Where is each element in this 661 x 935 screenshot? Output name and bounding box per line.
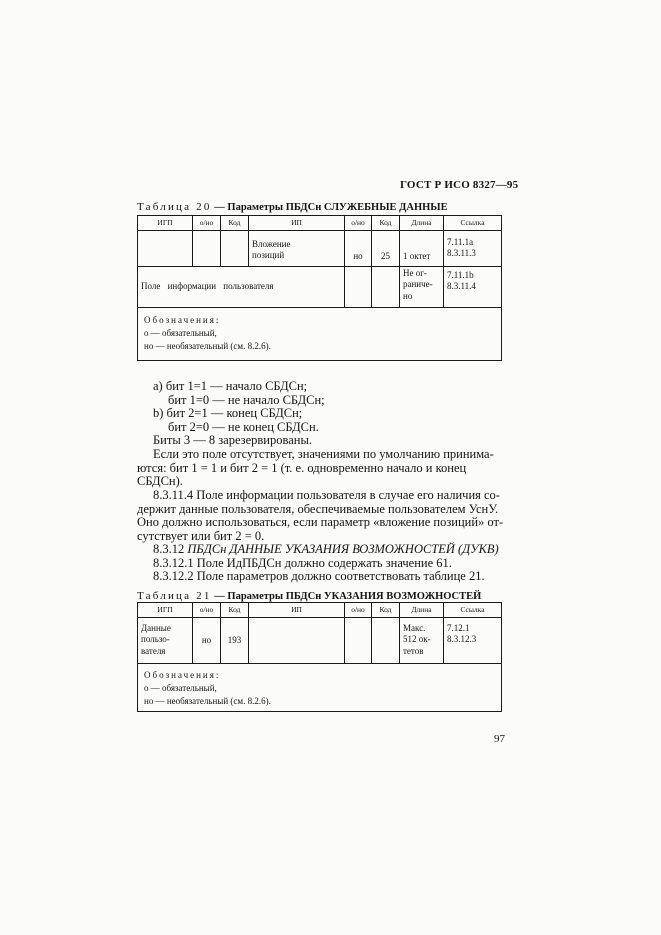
table20-col-ono: о/но xyxy=(193,216,221,231)
table21-igp-cell: Данные пользо- вателя xyxy=(138,618,193,664)
table21-col-ip: ИП xyxy=(249,603,345,618)
notes-title: Обозначения: xyxy=(144,315,221,325)
table20-col-length: Длина xyxy=(400,216,444,231)
table21-length-cell: Макс. 512 ок- тетов xyxy=(400,618,444,664)
table21-col-ref: Ссылка xyxy=(444,603,502,618)
table21 xyxy=(137,602,502,712)
table20-header-row xyxy=(138,216,502,231)
table20-notes-row: Обозначения: о — обязательный, но — необязательный (см. 8.2.6). xyxy=(138,308,502,361)
table21-notes-row: Обозначения: о — обязательный, но — необязательный (см. 8.2.6). xyxy=(138,664,502,712)
page-number: 97 xyxy=(494,733,505,745)
table21-col-code2: Код xyxy=(372,603,400,618)
table21-col-ono: о/но xyxy=(193,603,221,618)
table-row: Поле информации пользователя Не ог- раниче- но 7.11.1b 8.3.11.4 xyxy=(138,267,502,308)
table20-caption xyxy=(137,201,448,213)
table21-col-ono2: о/но xyxy=(345,603,372,618)
table20-caption-prefix: Таблица 20 xyxy=(137,201,212,213)
table20-col-code2: Код xyxy=(372,216,400,231)
table21-caption-prefix: Таблица 21 xyxy=(137,590,212,602)
document-code: ГОСТ Р ИСО 8327—95 xyxy=(400,179,519,191)
table21-caption-title: — Параметры ПБДСн УКАЗАНИЯ ВОЗМОЖНОСТЕЙ xyxy=(214,591,482,602)
table21-col-igp: ИГП xyxy=(138,603,193,618)
table20-col-ip: ИП xyxy=(249,216,345,231)
table20-col-code: Код xyxy=(221,216,249,231)
table20-col-igp: ИГП xyxy=(138,216,193,231)
table20-length-cell: Не ог- раниче- но xyxy=(400,267,444,308)
table20-caption-title: — Параметры ПБДСн СЛУЖЕБНЫЕ ДАННЫЕ xyxy=(214,202,448,213)
notes-title: Обозначения: xyxy=(144,670,221,680)
table21-caption xyxy=(137,590,481,602)
table-row: Данные пользо- вателя но 193 Макс. 512 ок- тетов 7.12.1 8.3.12.3 xyxy=(138,618,502,664)
table20-user-info-cell: Поле информации пользователя xyxy=(138,267,345,308)
table20-col-ref: Ссылка xyxy=(444,216,502,231)
section-heading: 8.3.12 ПБДСн ДАННЫЕ УКАЗАНИЯ ВОЗМОЖНОСТЕЙ (ДУКВ) xyxy=(153,542,499,556)
table20-ip-cell: Вложение позиций xyxy=(249,231,345,267)
table21-col-length: Длина xyxy=(400,603,444,618)
table-row: Вложение позиций но 25 1 октет 7.11.1а 8.3.11.3 xyxy=(138,231,502,267)
table20-ref-cell: 7.11.1а 8.3.11.3 xyxy=(444,231,502,267)
table21-col-code: Код xyxy=(221,603,249,618)
table20-col-ono2: о/но xyxy=(345,216,372,231)
table20 xyxy=(137,215,502,361)
table21-header-row xyxy=(138,603,502,618)
